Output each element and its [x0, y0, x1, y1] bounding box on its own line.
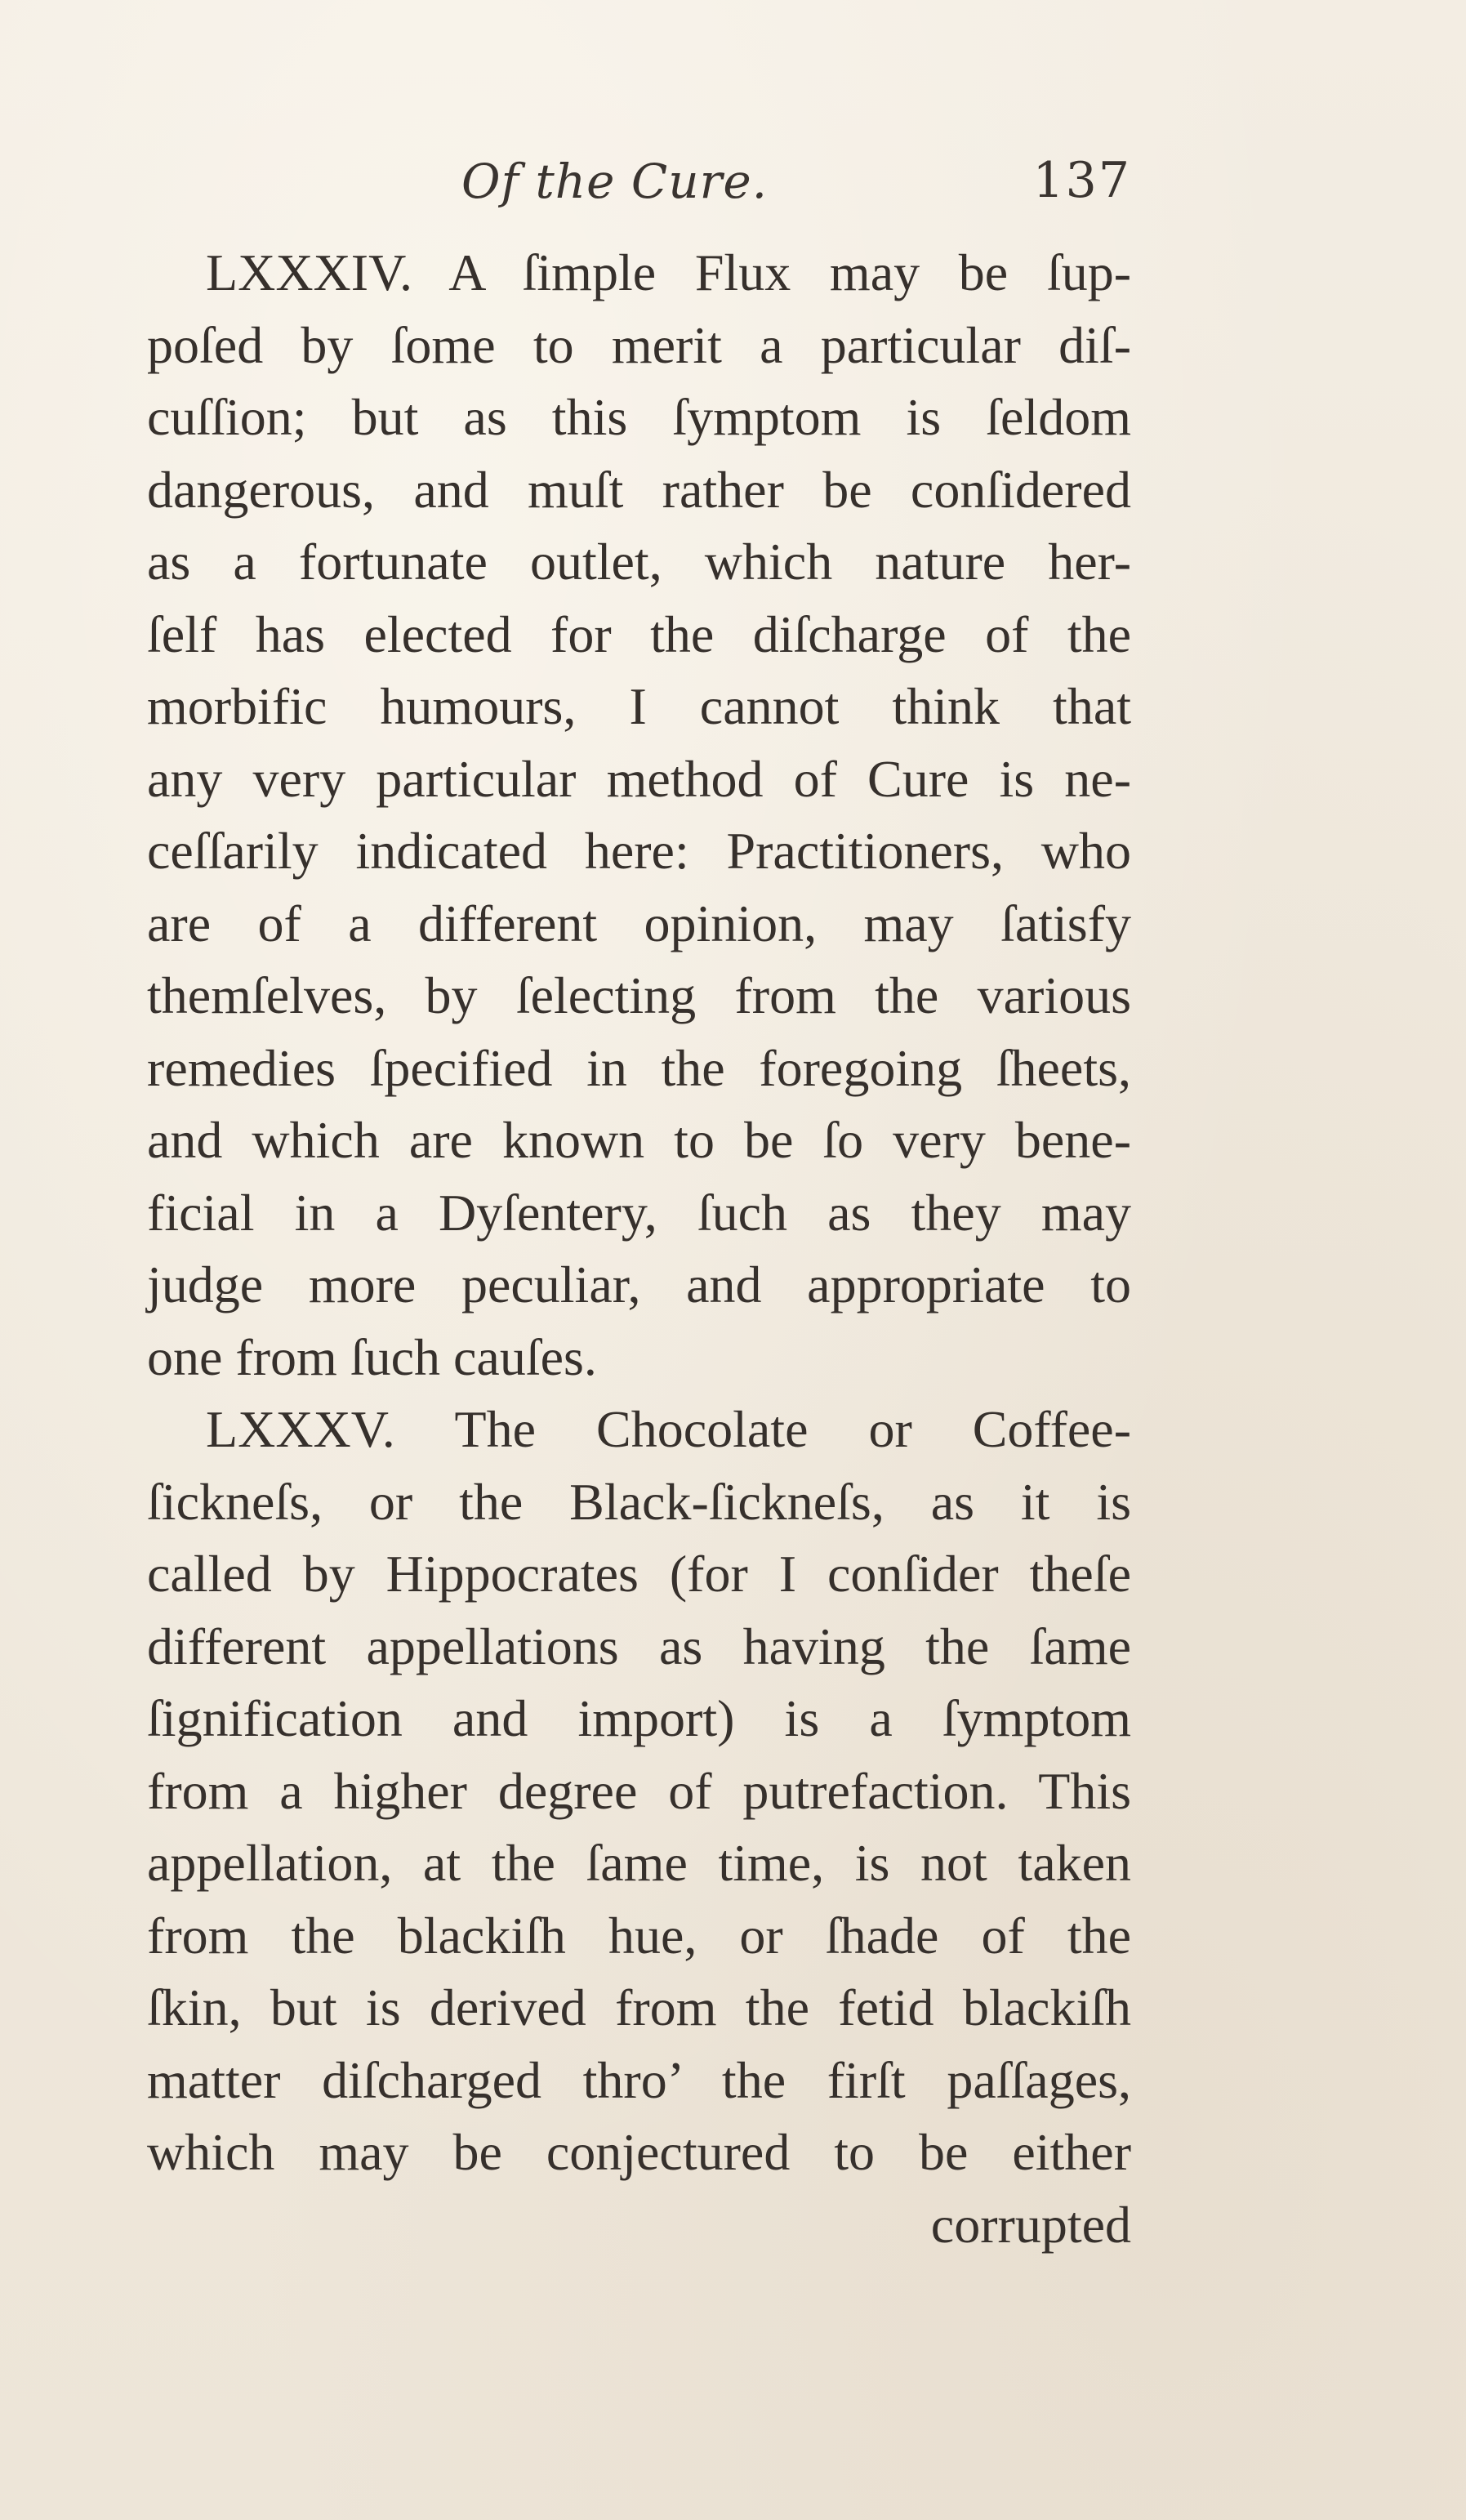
text-line: matter diſcharged thro’ the firſt paſſages, [147, 2050, 1131, 2109]
body-text [147, 237, 1131, 2261]
text-line: appellation, at the ſame time, is not taken [147, 1834, 1131, 1892]
text-line: dangerous, and muſt rather be conſidered [147, 460, 1131, 519]
text-line: LXXXV. The Chocolate or Coffee- [206, 1400, 1131, 1458]
page-number: 137 [1032, 152, 1131, 209]
text-line: morbific humours, I cannot think that [147, 677, 1131, 735]
catchword: corrupted [930, 2195, 1131, 2254]
text-line: ceſſarily indicated here: Practitioners, who [147, 822, 1131, 880]
text-line: are of a different opinion, may ſatisfy [147, 894, 1131, 952]
text-line: ſignification and import) is a ſymptom [147, 1689, 1131, 1747]
text-line: ſickneſs, or the Black-ſickneſs, as it is [147, 1472, 1131, 1531]
text-line: LXXXIV. A ſimple Flux may be ſup- [206, 243, 1131, 301]
text-line: ſkin, but is derived from the fetid blackiſh [147, 1978, 1131, 2036]
text-line: remedies ſpecified in the foregoing ſheets, [147, 1038, 1131, 1097]
text-line: and which are known to be ſo very bene- [147, 1111, 1131, 1169]
text-line: any very particular method of Cure is ne- [147, 749, 1131, 808]
text-line: called by Hippocrates (for I conſider theſe [147, 1545, 1131, 1603]
text-line: which may be conjectured to be either [147, 2123, 1131, 2181]
text-line: ficial in a Dyſentery, ſuch as they may [147, 1183, 1131, 1242]
text-line: from the blackiſh hue, or ſhade of the [147, 1906, 1131, 1965]
text-line: judge more peculiar, and appropriate to [147, 1256, 1131, 1314]
text-line: as a fortunate outlet, which nature her- [147, 533, 1131, 591]
text-line: different appellations as having the ſame [147, 1617, 1131, 1675]
text-line: cuſſion; but as this ſymptom is ſeldom [147, 388, 1131, 446]
text-line: poſed by ſome to merit a particular diſ- [147, 315, 1131, 374]
text-line: from a higher degree of putrefaction. This [147, 1761, 1131, 1820]
page-header [147, 147, 1131, 221]
text-line: themſelves, by ſelecting from the various [147, 966, 1131, 1024]
text-line: ſelf has elected for the diſcharge of the [147, 604, 1131, 663]
running-title: Of the Cure. [461, 154, 769, 209]
text-line: one from ſuch cauſes. [147, 1327, 597, 1386]
